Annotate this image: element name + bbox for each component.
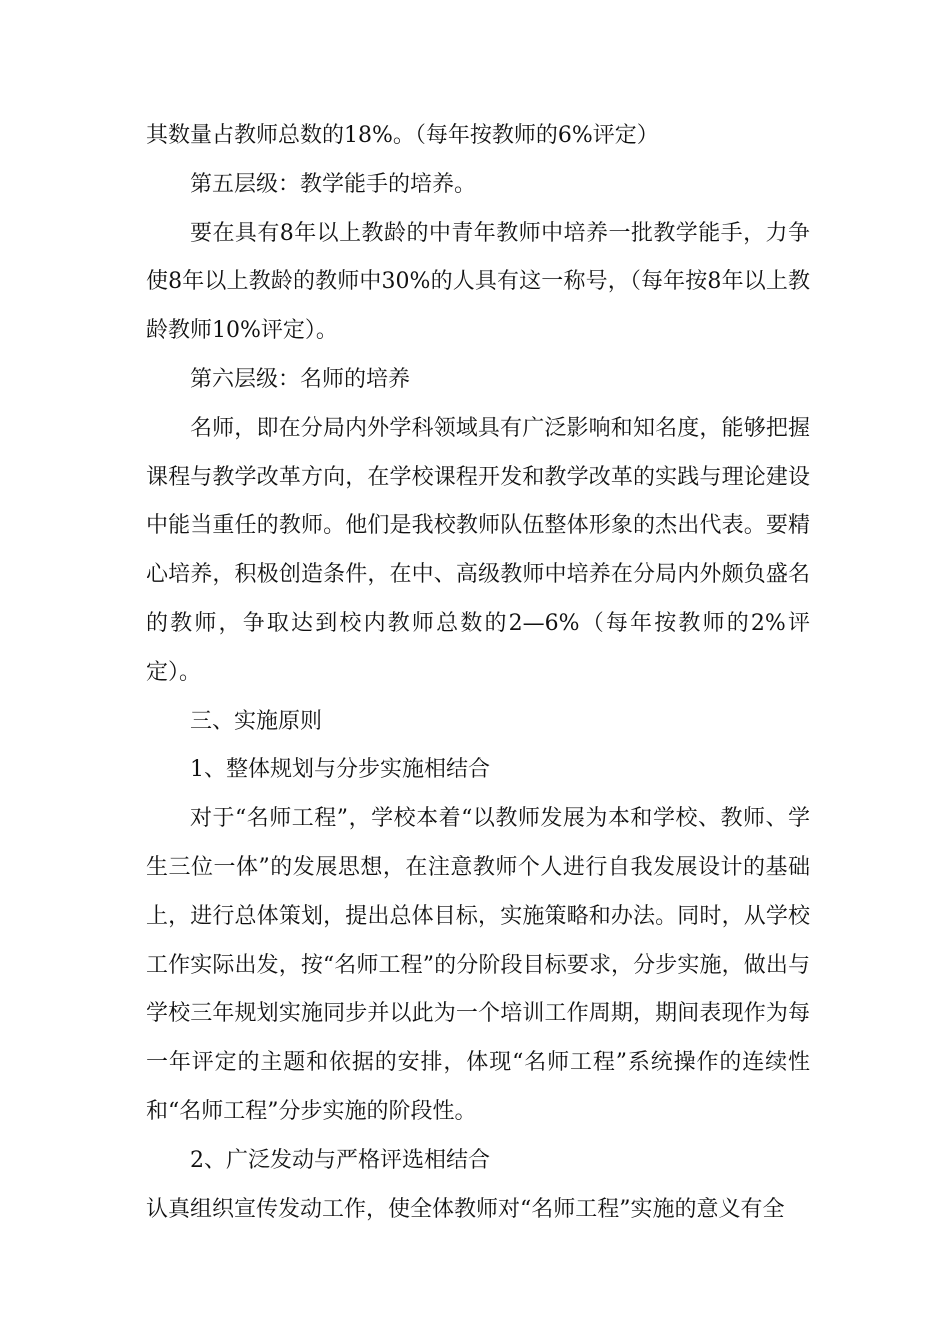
heading-level-six: 第六层级：名师的培养 <box>190 366 411 392</box>
subheading-principle-one: 1、整体规划与分步实施相结合 <box>190 757 490 783</box>
paragraph-level-six-body: 名师，即在分局内外学科领域具有广泛影响和知名度，能够把握课程与教学改革方向，在学校课程开发和教学改革的实践与理论建设中能当重任的教师。他们是我校教师队伍整体形象的杰出代表。要精心培养，积极创造条件，在中、高级教师中培养在分局内外颇负盛名的教师，争取达到校内教师总数的2—6%（每年按教师的2%评定）。 <box>146 415 810 685</box>
paragraph-principle-one-body: 对于“名师工程”，学校本着“以教师发展为本和学校、教师、学生三位一体”的发展思想，在注意教师个人进行自我发展设计的基础上，进行总体策划，提出总体目标，实施策略和办法。同时，从学校工作实际出发，按“名师工程”的分阶段目标要求，分步实施，做出与学校三年规划实施同步并以此为一个培训工作周期，期间表现作为每一年评定的主题和依据的安排，体现“名师工程”系统操作的连续性和“名师工程”分步实施的阶段性。 <box>146 806 810 1124</box>
paragraph-level-five-body: 要在具有8年以上教龄的中青年教师中培养一批教学能手，力争使8年以上教龄的教师中30%的人具有这一称号，（每年按8年以上教龄教师10%评定）。 <box>146 220 810 344</box>
paragraph-continuation: 其数量占教师总数的18%。（每年按教师的6%评定） <box>146 123 659 148</box>
paragraph-principle-two-body: 认真组织宣传发动工作，使全体教师对“名师工程”实施的意义有全 <box>146 1196 785 1222</box>
heading-level-five: 第五层级：教学能手的培养。 <box>190 171 477 197</box>
subheading-principle-two: 2、广泛发动与严格评选相结合 <box>190 1147 490 1173</box>
section-heading-principles: 三、实施原则 <box>190 708 323 734</box>
document-body <box>146 112 810 1234</box>
